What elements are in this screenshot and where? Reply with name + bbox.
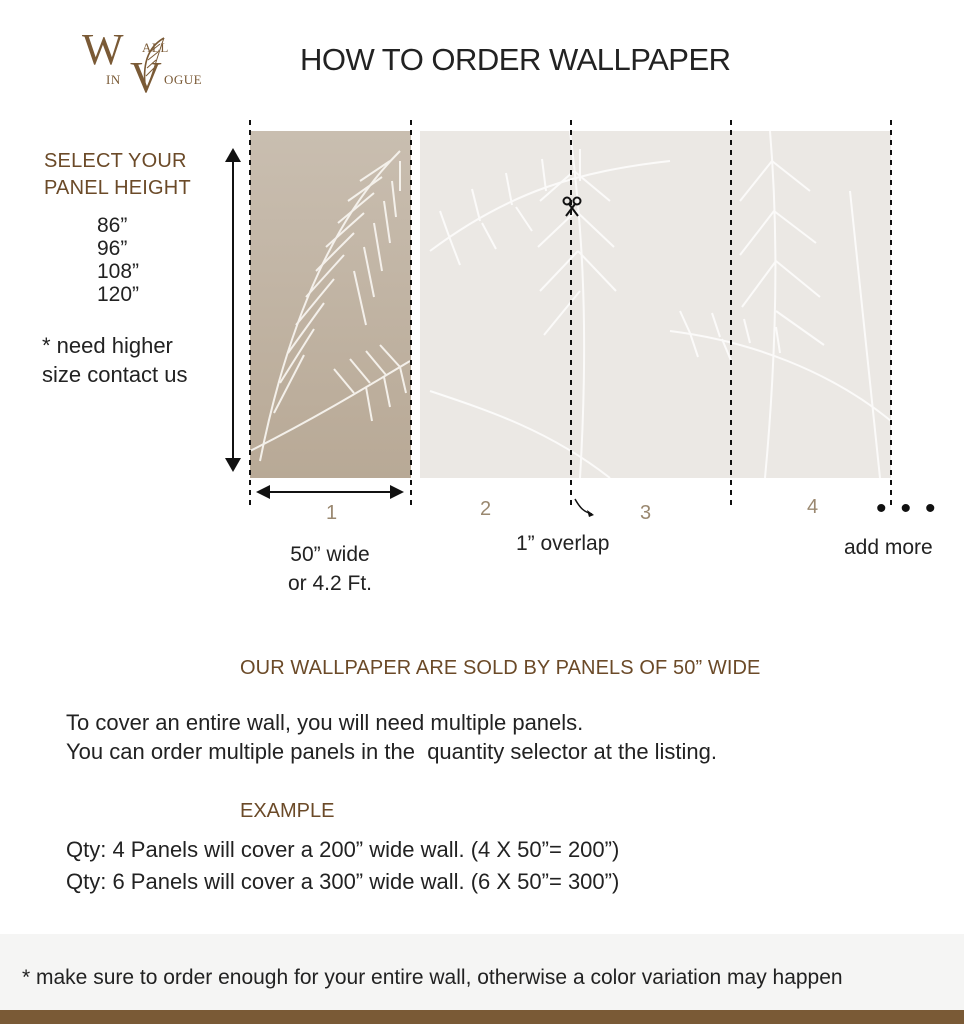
- contact-note: [42, 331, 188, 389]
- panel-height-heading-line1: SELECT YOUR: [44, 150, 187, 172]
- feather-icon: [136, 34, 170, 98]
- contact-note-line2: size contact us: [42, 362, 188, 387]
- cover-line-1: To cover an entire wall, you will need multiple panels.: [66, 710, 584, 735]
- height-option: 108”: [97, 260, 140, 283]
- panel-number-2: 2: [480, 498, 492, 520]
- panel-number-3: 3: [640, 502, 652, 524]
- footer-note: * make sure to order enough for your entire wall, otherwise a color variation may happen: [22, 966, 843, 989]
- panel-height-options: [97, 214, 139, 306]
- height-option: 96”: [97, 237, 128, 260]
- logo-letter-w: W: [82, 25, 124, 74]
- logo-letter-v: V: [130, 53, 162, 102]
- example-line-1: Qty: 4 Panels will cover a 200” wide wall. (4 X 50”= 200”): [66, 837, 620, 862]
- width-arrow-icon: [256, 482, 404, 502]
- panel-number-1: 1: [326, 502, 338, 524]
- example-line-2: Qty: 6 Panels will cover a 300” wide wall. (6 X 50”= 300”): [66, 869, 620, 894]
- panel-height-heading: [44, 148, 191, 202]
- bottom-brand-bar: [0, 1010, 964, 1024]
- panel-number-4: 4: [807, 496, 819, 518]
- example-lines: [66, 834, 619, 898]
- add-more-label: add more: [844, 536, 933, 559]
- page-title: HOW TO ORDER WALLPAPER: [300, 42, 731, 77]
- contact-note-line1: * need higher: [42, 333, 173, 358]
- example-heading: EXAMPLE: [240, 800, 335, 822]
- panel-divider-lines: [240, 120, 900, 506]
- logo-text-in: IN: [106, 72, 121, 87]
- panel-height-heading-line2: PANEL HEIGHT: [44, 177, 191, 199]
- height-option: 86”: [97, 214, 128, 237]
- brand-logo: [82, 25, 222, 102]
- logo-text-all: ALL: [142, 40, 169, 55]
- overlap-arrow-icon: [572, 496, 598, 522]
- overlap-label: 1” overlap: [516, 532, 610, 555]
- more-dots: •••: [876, 492, 950, 525]
- panel-width-label: [280, 540, 380, 598]
- panel-width-line1: 50” wide: [290, 543, 370, 566]
- scissors-icon: [562, 196, 582, 218]
- cover-instructions: [66, 708, 717, 766]
- logo-text-ogue: OGUE: [164, 72, 203, 87]
- cover-line-2: You can order multiple panels in the quantity selector at the listing.: [66, 739, 718, 764]
- height-option: 120”: [97, 283, 140, 306]
- panel-width-line2: or 4.2 Ft.: [287, 572, 373, 595]
- sold-by-heading: OUR WALLPAPER ARE SOLD BY PANELS OF 50” WIDE: [240, 657, 761, 679]
